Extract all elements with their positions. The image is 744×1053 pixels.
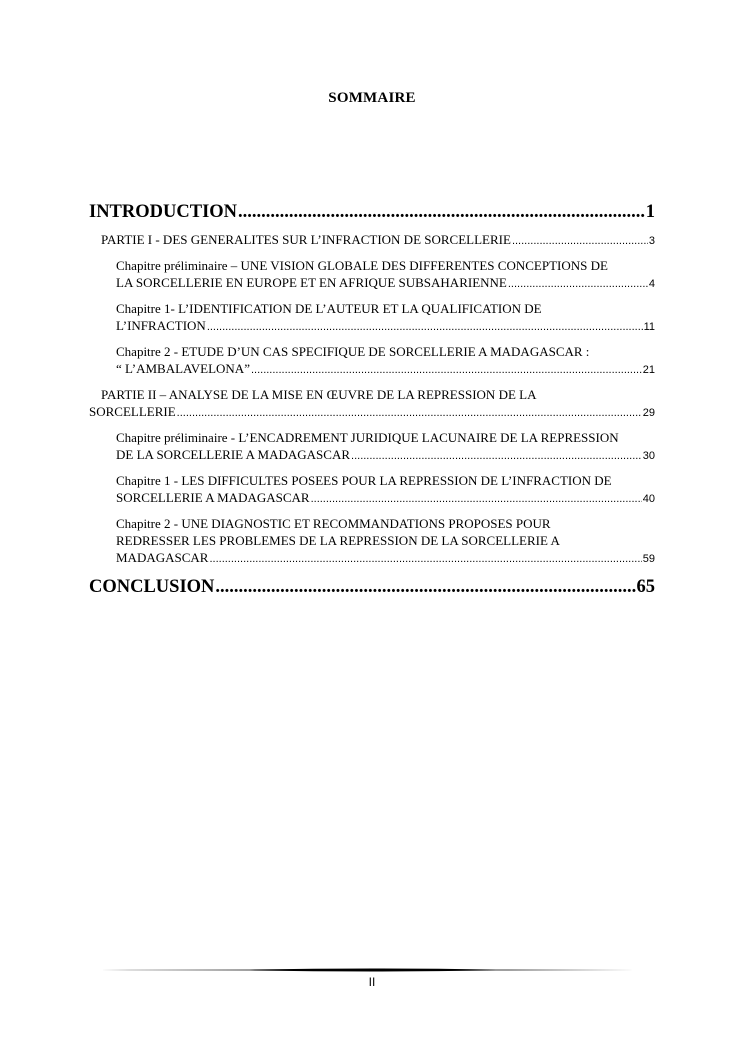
- toc-entry-p2-chapitre-preliminaire[interactable]: [116, 429, 655, 465]
- toc-page-number: 59: [642, 553, 655, 565]
- dot-leader: [508, 276, 648, 293]
- toc-label-line2: SORCELLERIE: [89, 404, 176, 419]
- dot-leader: [238, 202, 645, 223]
- toc-page-number: 40: [642, 493, 655, 505]
- dot-leader: [207, 319, 643, 336]
- dot-leader: [512, 233, 648, 250]
- toc-entry-partie-1[interactable]: [101, 231, 655, 250]
- dot-leader: [251, 362, 642, 379]
- dot-leader: [215, 577, 635, 598]
- table-of-contents: [89, 202, 655, 598]
- toc-entry-partie-2[interactable]: [89, 386, 655, 422]
- page-number: II: [368, 975, 376, 989]
- dot-leader: [177, 405, 642, 422]
- page-title: SOMMAIRE: [328, 90, 416, 106]
- toc-entry-p1-chapitre-2[interactable]: [116, 343, 655, 379]
- toc-label-line2: “ L’AMBALAVELONA”: [116, 361, 250, 376]
- dot-leader: [311, 491, 642, 508]
- toc-label-line1b: REDRESSER LES PROBLEMES DE LA REPRESSION DE LA SORCELLERIE A: [116, 533, 560, 548]
- toc-label-line2: L’INFRACTION: [116, 318, 206, 333]
- toc-label: PARTIE I - DES GENERALITES SUR L’INFRACTION DE SORCELLERIE: [101, 232, 511, 247]
- toc-entry-conclusion[interactable]: [89, 577, 655, 598]
- toc-label-line2: DE LA SORCELLERIE A MADAGASCAR: [116, 447, 351, 462]
- toc-entry-introduction[interactable]: [89, 202, 655, 223]
- toc-page-number: 65: [636, 577, 655, 597]
- toc-label-line1: Chapitre 2 - UNE DIAGNOSTIC ET RECOMMANDATIONS PROPOSES POUR: [116, 516, 551, 531]
- toc-label-line2: MADAGASCAR: [116, 550, 209, 565]
- toc-label: INTRODUCTION: [89, 202, 238, 222]
- toc-page-number: 3: [648, 235, 655, 247]
- toc-label: CONCLUSION: [89, 577, 215, 597]
- toc-page-number: 4: [648, 278, 655, 290]
- toc-page-number: 11: [643, 321, 655, 333]
- toc-label-line2: SORCELLERIE A MADAGASCAR: [116, 490, 310, 505]
- toc-entry-p2-chapitre-2[interactable]: [116, 515, 655, 568]
- toc-entry-p2-chapitre-1[interactable]: [116, 472, 655, 508]
- toc-page-number: 1: [645, 202, 655, 222]
- toc-label-line1: Chapitre préliminaire – UNE VISION GLOBALE DES DIFFERENTES CONCEPTIONS DE: [116, 258, 608, 273]
- toc-page-number: 29: [642, 407, 655, 419]
- toc-entry-p1-chapitre-preliminaire[interactable]: [116, 257, 655, 293]
- toc-label-line2: LA SORCELLERIE EN EUROPE ET EN AFRIQUE SUBSAHARIENNE: [116, 275, 507, 290]
- toc-page-number: 30: [642, 450, 655, 462]
- footer-divider: [100, 968, 646, 972]
- toc-entry-p1-chapitre-1[interactable]: [116, 300, 655, 336]
- toc-label-line1: Chapitre 1- L’IDENTIFICATION DE L’AUTEUR ET LA QUALIFICATION DE: [116, 301, 542, 316]
- toc-label-line1: Chapitre préliminaire - L’ENCADREMENT JURIDIQUE LACUNAIRE DE LA REPRESSION: [116, 430, 619, 445]
- toc-label-line1: PARTIE II – ANALYSE DE LA MISE EN ŒUVRE DE LA REPRESSION DE LA: [101, 387, 537, 402]
- dot-leader: [209, 551, 641, 568]
- toc-page-number: 21: [642, 364, 655, 376]
- toc-label-line1: Chapitre 2 - ETUDE D’UN CAS SPECIFIQUE DE SORCELLERIE A MADAGASCAR :: [116, 344, 590, 359]
- toc-label-line1: Chapitre 1 - LES DIFFICULTES POSEES POUR LA REPRESSION DE L’INFRACTION DE: [116, 473, 612, 488]
- dot-leader: [351, 448, 642, 465]
